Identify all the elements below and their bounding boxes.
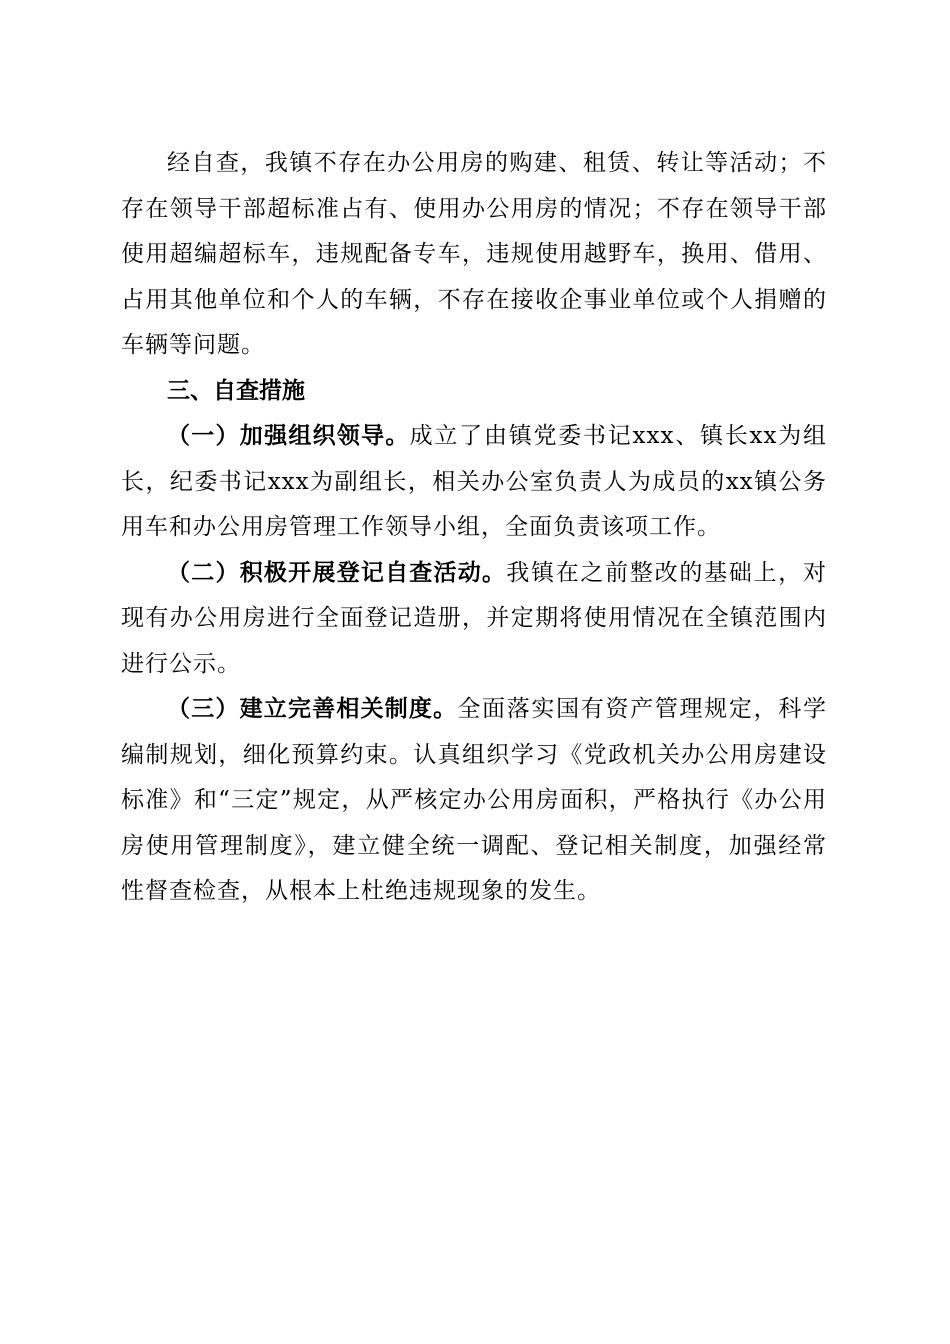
measure-lead-1: （一）加强组织领导。 (167, 423, 410, 449)
measure-lead-3: （三）建立完善相关制度。 (167, 696, 458, 722)
measure-paragraph-3 (121, 687, 827, 915)
measure-body-2: 我镇在之前整改的基础上，对现有办公用房进行全面登记造册，并定期将使用情况在全镇范围内进行公示。 (121, 559, 828, 677)
document-body (121, 141, 827, 915)
measure-paragraph-2 (121, 551, 827, 688)
measure-body-1: 成立了由镇党委书记xxx、镇长xx为组长，纪委书记xxx为副组长，相关办公室负责人为成员的xx镇公务用车和办公用房管理工作领导小组，全面负责该项工作。 (121, 423, 827, 540)
section-heading: 三、自查措施 (167, 377, 305, 404)
measure-body-3: 全面落实国有资产管理规定，科学编制规划，细化预算约束。认真组织学习《党政机关办公用房建设标准》和“三定”规定，从严核定办公用房面积，严格执行《办公用房使用管理制度》，建立健全统一调配、登记相关制度，加强经常性督查检查，从根本上杜绝违规现象的发生。 (121, 696, 828, 904)
measure-paragraph-1 (121, 414, 827, 551)
intro-paragraph: 经自查，我镇不存在办公用房的购建、租赁、转让等活动；不存在领导干部超标准占有、使用办公用房的情况；不存在领导干部使用超编超标车，违规配备专车，违规使用越野车，换用、借用、占用其他单位和个人的车辆，不存在接收企事业单位或个人捐赠的车辆等问题。 (121, 150, 827, 358)
measure-lead-2: （二）积极开展登记自查活动。 (167, 559, 507, 586)
